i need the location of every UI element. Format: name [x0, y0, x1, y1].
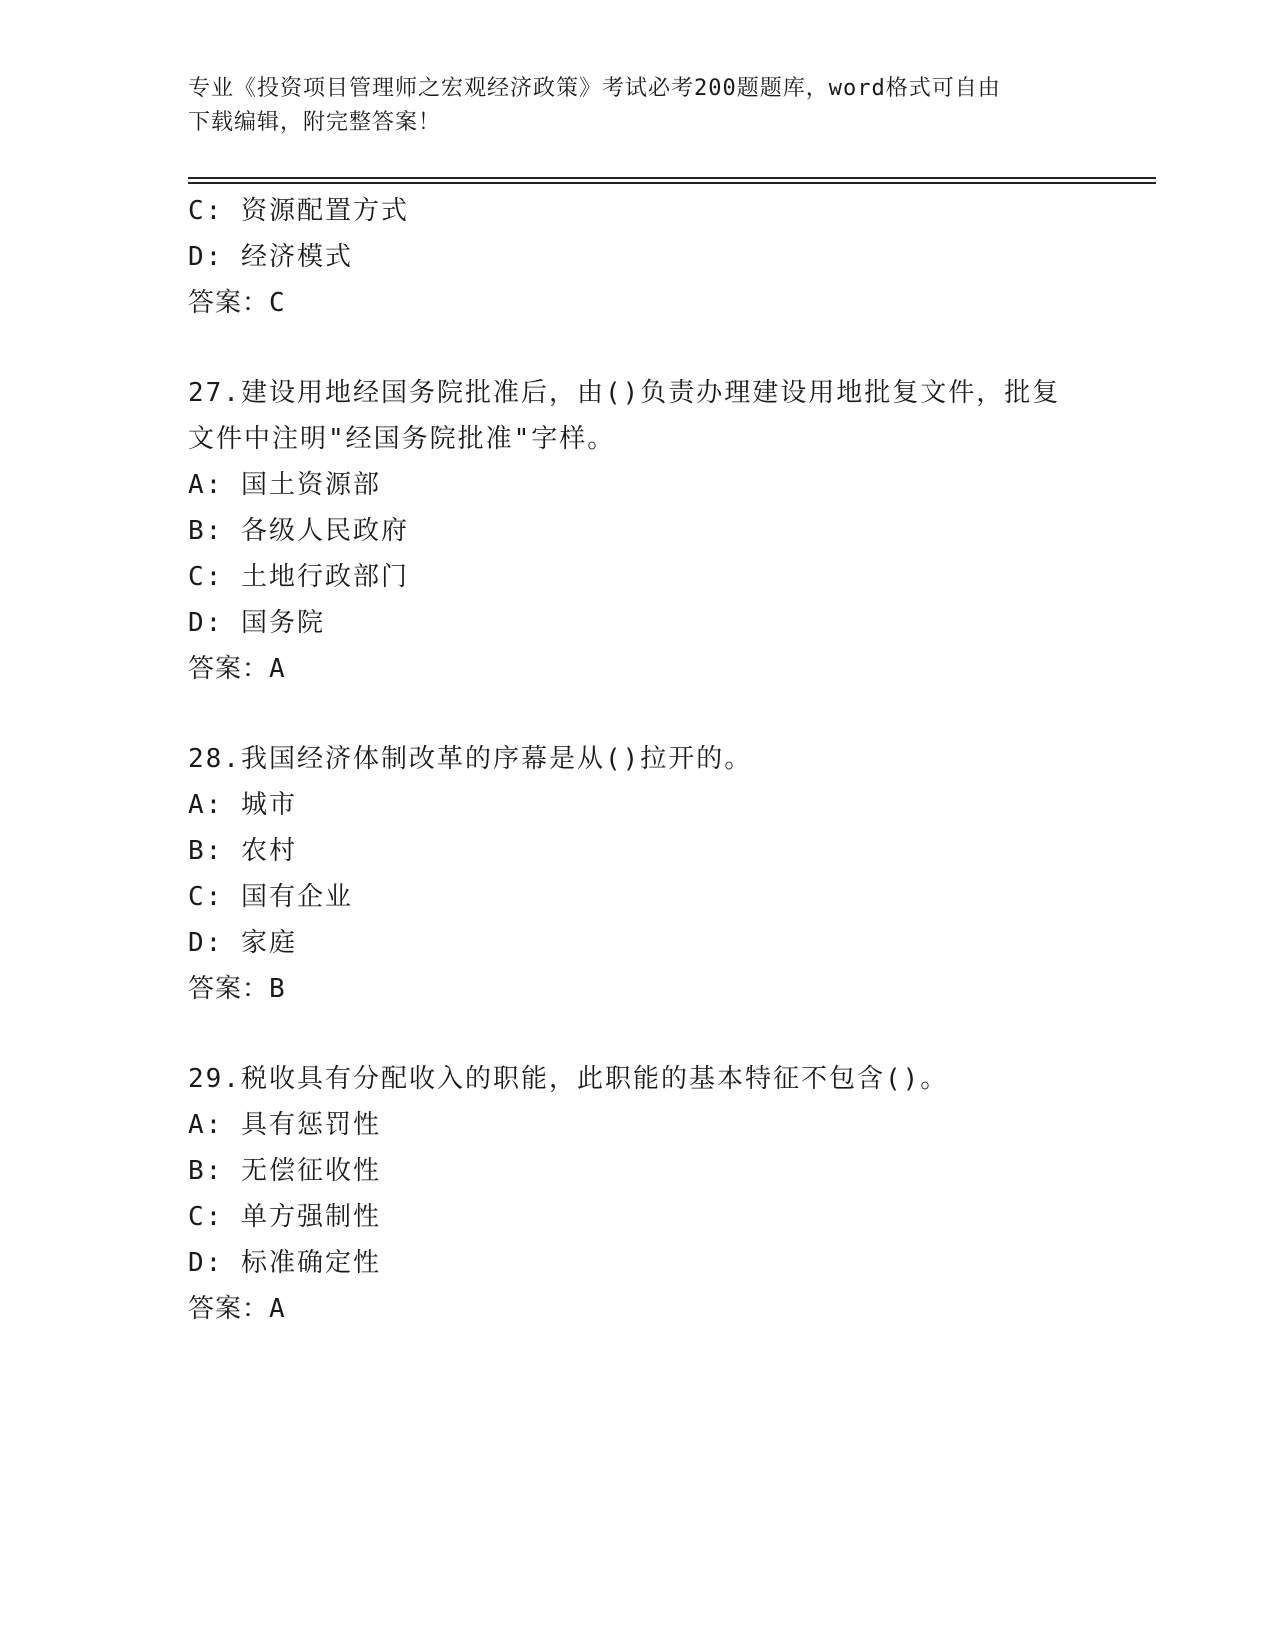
answer-line: [188, 280, 1088, 326]
header-rule-top: [188, 177, 1156, 179]
option-d: [188, 600, 1088, 646]
answer-line: [188, 966, 1088, 1012]
answer-value: A: [269, 654, 286, 684]
option-label: D:: [188, 608, 224, 638]
answer-label: 答案：: [188, 654, 270, 684]
option-c: [188, 874, 1088, 920]
question-text: [188, 370, 1088, 462]
answer-value: A: [269, 1294, 286, 1324]
question-27: [188, 370, 1088, 692]
question-text-line-1: 我国经济体制改革的序幕是从()拉开的。: [240, 744, 753, 774]
option-c: [188, 1194, 1088, 1240]
header-title-line-1: 专业《投资项目管理师之宏观经济政策》考试必考200题题库，word格式可自由: [188, 76, 1001, 101]
option-label: C:: [188, 562, 224, 592]
option-text: 具有惩罚性: [240, 1110, 381, 1140]
option-text: 土地行政部门: [240, 562, 409, 592]
option-label: B:: [188, 516, 224, 546]
option-text: 国务院: [240, 608, 325, 638]
question-text: [188, 736, 1088, 782]
question-text-line-1: 建设用地经国务院批准后，由()负责办理建设用地批复文件，批复: [240, 378, 1061, 408]
question-list: [188, 188, 1088, 1332]
option-text: 国土资源部: [240, 470, 381, 500]
option-a: [188, 782, 1088, 828]
option-text: 无偿征收性: [240, 1156, 381, 1186]
question-29: [188, 1056, 1088, 1332]
spacer: [188, 692, 1088, 736]
option-a: [188, 1102, 1088, 1148]
question-text: [188, 1056, 1088, 1102]
option-d: [188, 234, 1088, 280]
option-label: C:: [188, 882, 224, 912]
question-text-line-1: 税收具有分配收入的职能，此职能的基本特征不包含()。: [240, 1064, 949, 1094]
document-header: [188, 72, 1088, 140]
option-label: C:: [188, 196, 224, 226]
option-text: 经济模式: [240, 242, 353, 272]
option-d: [188, 920, 1088, 966]
option-label: A:: [188, 790, 224, 820]
answer-label: 答案：: [188, 974, 270, 1004]
spacer: [188, 326, 1088, 370]
option-b: [188, 828, 1088, 874]
option-text: 资源配置方式: [240, 196, 409, 226]
answer-value: C: [269, 288, 286, 318]
option-text: 农村: [240, 836, 297, 866]
option-label: D:: [188, 242, 224, 272]
option-text: 城市: [240, 790, 297, 820]
option-c: [188, 554, 1088, 600]
spacer: [188, 1012, 1088, 1056]
option-text: 标准确定性: [240, 1248, 381, 1278]
option-label: A:: [188, 1110, 224, 1140]
option-label: A:: [188, 470, 224, 500]
option-b: [188, 508, 1088, 554]
option-c: [188, 188, 1088, 234]
answer-line: [188, 1286, 1088, 1332]
option-a: [188, 462, 1088, 508]
option-label: B:: [188, 836, 224, 866]
answer-label: 答案：: [188, 1294, 270, 1324]
answer-value: B: [269, 974, 286, 1004]
answer-label: 答案：: [188, 288, 270, 318]
option-label: D:: [188, 928, 224, 958]
question-28: [188, 736, 1088, 1012]
option-text: 各级人民政府: [240, 516, 409, 546]
question-number: 27.: [188, 378, 241, 408]
question-number: 28.: [188, 744, 241, 774]
continued-question: [188, 188, 1088, 326]
option-label: D:: [188, 1248, 224, 1278]
question-text-line-2: 文件中注明"经国务院批准"字样。: [188, 424, 616, 454]
option-label: C:: [188, 1202, 224, 1232]
header-title-line-2: 下载编辑，附完整答案！: [188, 110, 442, 135]
answer-line: [188, 646, 1088, 692]
header-rule-bottom: [188, 182, 1156, 184]
option-d: [188, 1240, 1088, 1286]
question-number: 29.: [188, 1064, 241, 1094]
option-text: 国有企业: [240, 882, 353, 912]
option-label: B:: [188, 1156, 224, 1186]
option-text: 家庭: [240, 928, 297, 958]
option-b: [188, 1148, 1088, 1194]
option-text: 单方强制性: [240, 1202, 381, 1232]
